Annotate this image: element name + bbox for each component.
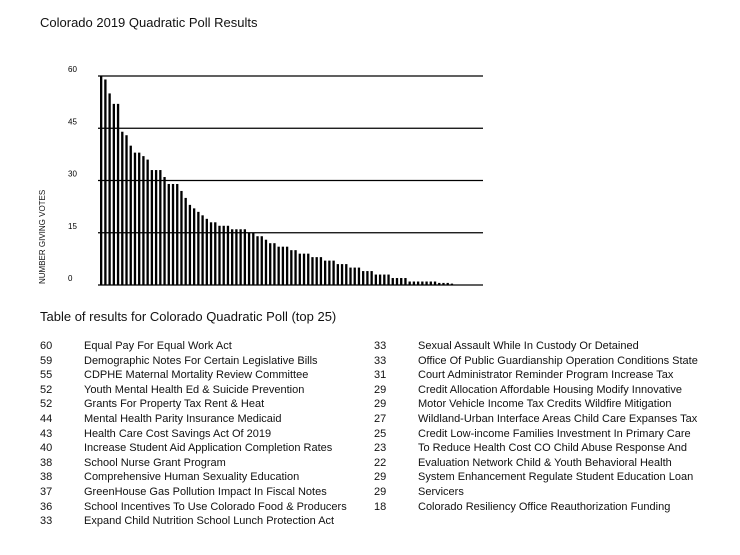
bar: [210, 222, 212, 285]
bar: [146, 160, 148, 285]
result-row: [374, 368, 734, 383]
result-votes: 29: [374, 383, 387, 396]
bar: [387, 275, 389, 285]
bar: [155, 170, 157, 285]
bar: [244, 229, 246, 285]
y-tick-label: 60: [68, 65, 77, 74]
bar: [214, 222, 216, 285]
bar: [273, 243, 275, 285]
result-row: [40, 514, 370, 529]
bar: [430, 282, 432, 285]
y-tick-label: 45: [68, 117, 77, 127]
result-title: Expand Child Nutrition School Lunch Protection Act: [84, 515, 335, 528]
result-row: [40, 383, 370, 398]
bar: [256, 236, 258, 285]
result-row: [40, 500, 370, 515]
bar: [404, 278, 406, 285]
result-row: [374, 456, 734, 471]
result-title: Servicers: [418, 485, 464, 498]
y-tick-label: 0: [68, 274, 73, 283]
result-votes: 29: [374, 398, 387, 411]
bar: [286, 247, 288, 285]
result-row: [374, 500, 734, 515]
result-row: [374, 354, 734, 369]
bar: [134, 153, 136, 285]
results-left-column: [40, 339, 370, 529]
bar: [442, 283, 444, 285]
result-row: [374, 485, 734, 500]
bar: [375, 275, 377, 285]
bar: [379, 275, 381, 285]
result-votes: 40: [40, 442, 53, 455]
result-title: Office Of Public Guardianship Operation Conditions State: [418, 354, 698, 367]
result-row: [40, 485, 370, 500]
result-title: Colorado Resiliency Office Reauthorization Funding: [418, 500, 671, 513]
result-title: System Enhancement Regulate Student Education Loan: [418, 471, 694, 484]
chart-title: Colorado 2019 Quadratic Poll Results: [40, 15, 258, 30]
bar: [104, 79, 106, 285]
bar: [108, 93, 110, 285]
bar: [138, 153, 140, 285]
result-row: [40, 470, 370, 485]
bar: [417, 282, 419, 285]
result-title: Wildland-Urban Interface Areas Child Care Expanses Tax: [418, 412, 698, 425]
result-votes: 33: [40, 515, 53, 528]
result-title: CDPHE Maternal Mortality Review Committee: [84, 369, 309, 382]
result-title: Youth Mental Health Ed & Suicide Prevention: [84, 383, 305, 396]
bar: [349, 268, 351, 285]
bar: [434, 282, 436, 285]
bar: [248, 233, 250, 285]
result-votes: 25: [374, 427, 387, 440]
bar: [383, 275, 385, 285]
result-title: Equal Pay For Equal Work Act: [84, 340, 232, 352]
bar: [362, 271, 364, 285]
result-votes: 18: [374, 500, 387, 513]
bar: [396, 278, 398, 285]
result-votes: 59: [40, 354, 53, 367]
result-row: [40, 354, 370, 369]
result-title: Evaluation Network Child & Youth Behavioral Health: [418, 456, 672, 469]
bar: [261, 236, 263, 285]
result-title: To Reduce Health Cost CO Child Abuse Response And: [418, 442, 688, 455]
result-title: Increase Student Aid Application Completion Rates: [84, 442, 333, 455]
result-votes: 27: [374, 412, 387, 425]
result-row: [40, 427, 370, 442]
result-title: Mental Health Parity Insurance Medicaid: [84, 412, 282, 425]
result-votes: 60: [40, 340, 53, 352]
bar: [125, 135, 127, 285]
bar: [278, 247, 280, 285]
result-title: GreenHouse Gas Pollution Impact In Fiscal Notes: [84, 485, 327, 498]
bar: [358, 268, 360, 285]
bar: [252, 233, 254, 285]
result-title: Grants For Property Tax Rent & Heat: [84, 398, 265, 411]
bar: [303, 254, 305, 285]
bar: [100, 76, 102, 285]
bar: [269, 243, 271, 285]
bar: [163, 177, 165, 285]
bar: [332, 261, 334, 285]
bar: [239, 229, 241, 285]
bar: [180, 191, 182, 285]
bar: [227, 226, 229, 285]
bar: [337, 264, 339, 285]
bar: [447, 283, 449, 285]
result-title: Health Care Cost Savings Act Of 2019: [84, 427, 272, 440]
result-row: [40, 397, 370, 412]
result-votes: 33: [374, 340, 387, 352]
bar: [168, 184, 170, 285]
bar: [193, 208, 195, 285]
result-votes: 31: [374, 369, 387, 382]
result-votes: 52: [40, 383, 53, 396]
result-votes: 29: [374, 471, 387, 484]
bar: [197, 212, 199, 285]
result-row: [374, 427, 734, 442]
bar: [307, 254, 309, 285]
result-title: Motor Vehicle Income Tax Credits Wildfire Mitigation: [418, 398, 672, 411]
bar: [201, 215, 203, 285]
bar: [392, 278, 394, 285]
bar: [218, 226, 220, 285]
result-votes: 36: [40, 500, 53, 513]
result-votes: 23: [374, 442, 387, 455]
result-row: [40, 368, 370, 383]
bar: [328, 261, 330, 285]
bar: [189, 205, 191, 285]
y-tick-label: 15: [68, 221, 77, 231]
result-title: Credit Allocation Affordable Housing Modify Innovative: [418, 383, 682, 396]
bar: [282, 247, 284, 285]
bar: [438, 283, 440, 285]
bar: [345, 264, 347, 285]
bar: [366, 271, 368, 285]
result-votes: 52: [40, 398, 53, 411]
bar: [231, 229, 233, 285]
bar: [159, 170, 161, 285]
bar: [265, 240, 267, 285]
bar: [130, 146, 132, 285]
result-title: Credit Low-income Families Investment In Primary Care: [418, 427, 691, 440]
y-axis-label: NUMBER GIVING VOTES: [38, 189, 47, 284]
bar: [451, 284, 453, 285]
result-row: [374, 339, 734, 354]
result-votes: 55: [40, 369, 53, 382]
bar: [421, 282, 423, 285]
result-row: [40, 456, 370, 471]
result-title: Demographic Notes For Certain Legislative Bills: [84, 354, 318, 367]
bar: [294, 250, 296, 285]
result-votes: 29: [374, 485, 387, 498]
bar: [206, 219, 208, 285]
bar: [290, 250, 292, 285]
result-votes: 38: [40, 471, 53, 484]
result-title: Court Administrator Reminder Program Increase Tax: [418, 369, 674, 382]
result-title: School Nurse Grant Program: [84, 456, 226, 469]
bar: [117, 104, 119, 285]
bar: [176, 184, 178, 285]
bar: [142, 156, 144, 285]
result-votes: 44: [40, 412, 53, 425]
result-row: [40, 412, 370, 427]
bar: [425, 282, 427, 285]
table-title: Table of results for Colorado Quadratic Poll (top 25): [40, 309, 337, 324]
results-right-column: [374, 339, 734, 514]
result-title: Sexual Assault While In Custody Or Detained: [418, 340, 639, 352]
bar: [409, 282, 411, 285]
bar: [223, 226, 225, 285]
result-row: [374, 441, 734, 456]
bar: [185, 198, 187, 285]
result-title: School Incentives To Use Colorado Food & Producers: [84, 500, 347, 513]
result-title: Comprehensive Human Sexuality Education: [84, 471, 300, 484]
bar: [324, 261, 326, 285]
y-tick-label: 30: [68, 169, 77, 179]
bar: [172, 184, 174, 285]
bar: [299, 254, 301, 285]
bar: [121, 132, 123, 285]
result-row: [374, 397, 734, 412]
result-row: [374, 383, 734, 398]
bar: [235, 229, 237, 285]
result-votes: 37: [40, 485, 53, 498]
result-votes: 38: [40, 456, 53, 469]
result-votes: 43: [40, 427, 53, 440]
bar: [316, 257, 318, 285]
result-votes: 33: [374, 354, 387, 367]
bar: [320, 257, 322, 285]
bar: [311, 257, 313, 285]
bar: [354, 268, 356, 285]
bar: [400, 278, 402, 285]
result-row: [40, 339, 370, 354]
bar: [341, 264, 343, 285]
bar: [413, 282, 415, 285]
y-tick-labels: [68, 65, 77, 283]
result-row: [374, 470, 734, 485]
bar: [370, 271, 372, 285]
result-row: [40, 441, 370, 456]
result-votes: 22: [374, 456, 387, 469]
result-row: [374, 412, 734, 427]
bar: [151, 170, 153, 285]
bar: [113, 104, 115, 285]
